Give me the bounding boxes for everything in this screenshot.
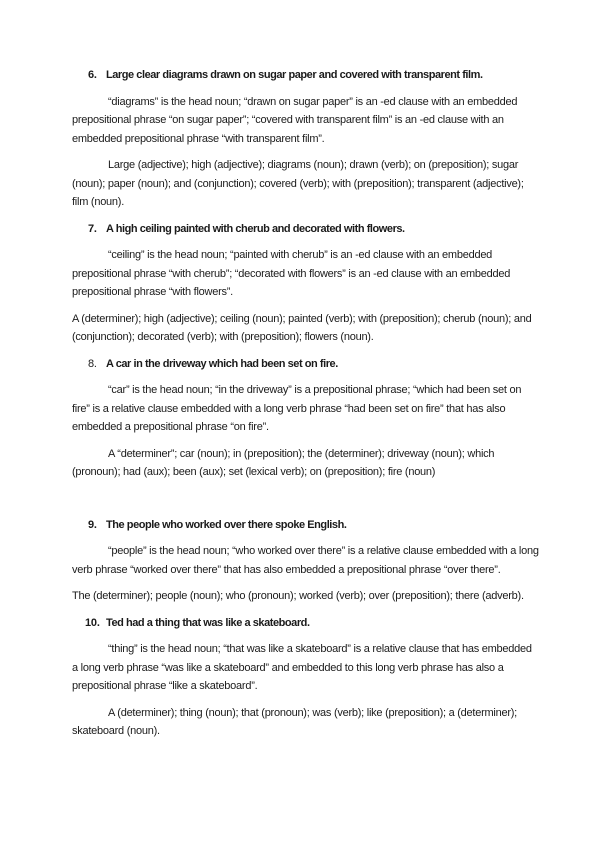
item-heading-text-8: A car in the driveway which had been set on fire.: [106, 357, 338, 370]
item-heading-7: [72, 220, 540, 239]
exercise-item-10: [72, 614, 540, 741]
parts-of-speech-paragraph-10: A (determiner); thing (noun); that (pronoun); was (verb); like (preposition); a (determiner); skateboard (noun).: [72, 706, 517, 737]
parts-of-speech-paragraph-8: A “determiner”; car (noun); in (preposition); the (determiner); driveway (noun); which (pronoun); had (aux); been (aux); set (lexical verb); on (preposition); fire (noun): [72, 447, 495, 478]
analysis-paragraph-6: “diagrams” is the head noun; “drawn on sugar paper” is an -ed clause with an embedded prepositional phrase “on sugar paper”; “covered with transparent film” is an -ed clause with an embedded prepositional phrase “with transparent film”.: [72, 95, 518, 145]
item-number-7: 7.: [88, 222, 97, 235]
analysis-paragraph-7: “ceiling” is the head noun; “painted with cherub” is an -ed clause with an embedded prepositional phrase “with cherub”; “decorated with flowers” is an -ed clause with an embedded prepositional phrase “with flowers”.: [72, 249, 511, 298]
analysis-paragraph-10: “thing” is the head noun; “that was like a skateboard” is a relative clause that has embedded a long verb phrase “was like a skateboard” and embedded to this long verb phrase has also a prepositional phrase “like a skateboard”.: [72, 643, 532, 692]
exercise-item-8: [72, 355, 540, 482]
item-heading-9: [72, 516, 540, 535]
item-heading-text-6: Large clear diagrams drawn on sugar paper and covered with transparent film.: [106, 69, 483, 81]
analysis-paragraph-8: “car” is the head noun; “in the driveway” is a prepositional phrase; “which had been set on fire” is a relative clause embedded with a long verb phrase “had been set on fire” that has also embedded a prepositional phrase “on fire”.: [72, 384, 522, 433]
item-heading-text-7: A high ceiling painted with cherub and decorated with flowers.: [106, 222, 405, 235]
item-number-6: 6.: [88, 69, 97, 81]
item-number-9: 9.: [88, 518, 97, 531]
item-number-10: 10.: [85, 616, 100, 629]
item-heading-text-10: Ted had a thing that was like a skateboard.: [106, 616, 310, 629]
item-heading-text-9: The people who worked over there spoke English.: [106, 518, 347, 531]
exercise-item-7: [72, 220, 540, 347]
item-heading-6: [72, 66, 540, 85]
item-number-8: 8.: [88, 357, 97, 370]
analysis-paragraph-9: “people” is the head noun; “who worked over there” is a relative clause embedded with a long verb phrase “worked over there” that has also embedded a prepositional phrase “over there”.: [72, 545, 539, 576]
parts-of-speech-paragraph-6: Large (adjective); high (adjective); diagrams (noun); drawn (verb); on (preposition); sugar (noun); paper (noun); and (conjunction); covered (verb); with (preposition); transparent (adjective); film (noun).: [72, 159, 524, 208]
exercise-item-6: [72, 66, 540, 212]
item-heading-8: [72, 355, 540, 374]
parts-of-speech-paragraph-7: A (determiner); high (adjective); ceiling (noun); painted (verb); with (preposition); cherub (noun); and (conjunction); decorated (verb); with (preposition); flowers (noun).: [72, 312, 532, 343]
parts-of-speech-paragraph-9: The (determiner); people (noun); who (pronoun); worked (verb); over (preposition); there (adverb).: [72, 590, 524, 602]
exercise-item-9: [72, 516, 540, 606]
item-heading-10: [72, 614, 540, 633]
